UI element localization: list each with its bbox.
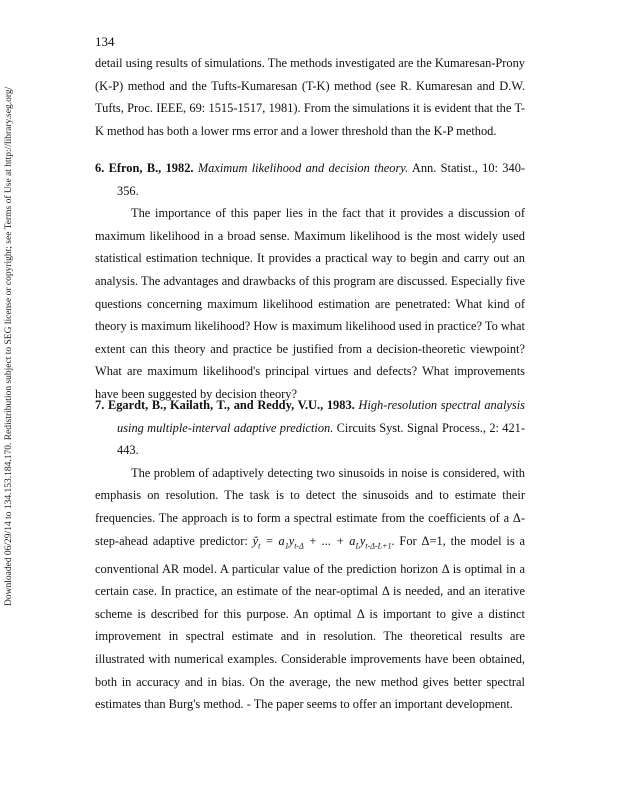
- entry-7-number: 7.: [95, 398, 105, 412]
- predictor-equation: [252, 533, 392, 551]
- intro-paragraph: [95, 52, 525, 142]
- eq-plus-dots: + ... +: [308, 533, 345, 548]
- entry-6-source: Ann. Statist., 10: 340-356.: [117, 161, 526, 198]
- eq-lhs-sub: t: [258, 541, 261, 551]
- entry-7-authors: Egardt, B., Kailath, T., and Reddy, V.U., 1983.: [107, 398, 355, 412]
- entry-7-abstract-part-2: . For Δ=1, the model is a conventional AR model. A particular value of the prediction horizon Δ is optimal in a certain case. In practice, an estimate of the near-optimal Δ is needed, and an iterative scheme is described for this purpose. An optimal Δ is important to give a distinct improvement in spectral estimate and in resolution. The theoretical results are illustrated with numerical examples. Considerable improvements have been obtained, both in accuracy and in bias. On the average, the new method gives better spectral estimates than Burg's method. - The paper seems to offer an important development.: [95, 533, 525, 712]
- reference-entry-6: [95, 157, 525, 406]
- page-number: 134: [95, 34, 115, 49]
- intro-text: detail using results of simulations. The methods investigated are the Kumaresan-Prony (K-P) method and the Tufts-Kumaresan (T-K) method (see R. Kumaresan and D.W. Tufts, Proc. IEEE, 69: 1515-1517, 1981). From the simulations it is evident that the T-K method has both a lower rms error and a lower threshold than the K-P method.: [95, 56, 525, 138]
- eq-coef-1-sub: 1: [284, 541, 289, 551]
- eq-lhs: ŷ: [252, 533, 259, 548]
- entry-7-title: High-resolution spectral analysis using multiple-interval adaptive prediction.: [117, 398, 525, 435]
- entry-7-abstract: [95, 462, 525, 716]
- eq-y-L: y: [359, 533, 366, 548]
- entry-7-citation: [95, 394, 525, 462]
- entry-7-abstract-part-1: The problem of adaptively detecting two sinusoids in noise is considered, with emphasis on resolution. The task is to detect the sinusoids and to estimate their frequencies. The approach is to form a spectral estimate from the coefficients of a Δ-step-ahead adaptive predictor:: [95, 465, 525, 548]
- eq-equals: =: [265, 533, 274, 548]
- eq-y-1: y: [288, 533, 295, 548]
- entry-6-number: 6.: [95, 161, 105, 175]
- entry-7-source: Circuits Syst. Signal Process., 2: 421-443.: [117, 420, 525, 458]
- eq-coef-1: a: [278, 533, 285, 548]
- reference-entry-7: [95, 394, 525, 716]
- entry-6-title: Maximum likelihood and decision theory.: [197, 161, 409, 175]
- eq-y-L-sub: t-Δ-L+1: [365, 541, 392, 551]
- entry-6-abstract: The importance of this paper lies in the fact that it provides a discussion of maximum likelihood in a broad sense. Maximum likelihood is the most widely used statistical estimation technique. It provides a practical way to begin and carry out an analysis. The advantages and drawbacks of this program are discussed. Especially five questions concerning maximum likelihood estimation are penetrated: What kind of theory is maximum likelihood? How is maximum likelihood used in practice? To what extent can this theory and practice be justified from a decision-theoretic viewpoint? What are maximum likelihood's principal virtues and defects? What improvements have been suggested by decision theory?: [95, 206, 525, 401]
- eq-coef-L-sub: L: [355, 541, 360, 551]
- download-notice: Downloaded 06/29/14 to 134.153.184.170. Redistribution subject to SEG license or copyright; see Terms of Use at http://library.seg.org/: [4, 86, 14, 606]
- entry-6-citation: [95, 157, 525, 202]
- entry-6-authors: Efron, B., 1982.: [108, 161, 194, 175]
- eq-y-1-sub: t-Δ: [294, 541, 304, 551]
- eq-coef-L: a: [349, 533, 356, 548]
